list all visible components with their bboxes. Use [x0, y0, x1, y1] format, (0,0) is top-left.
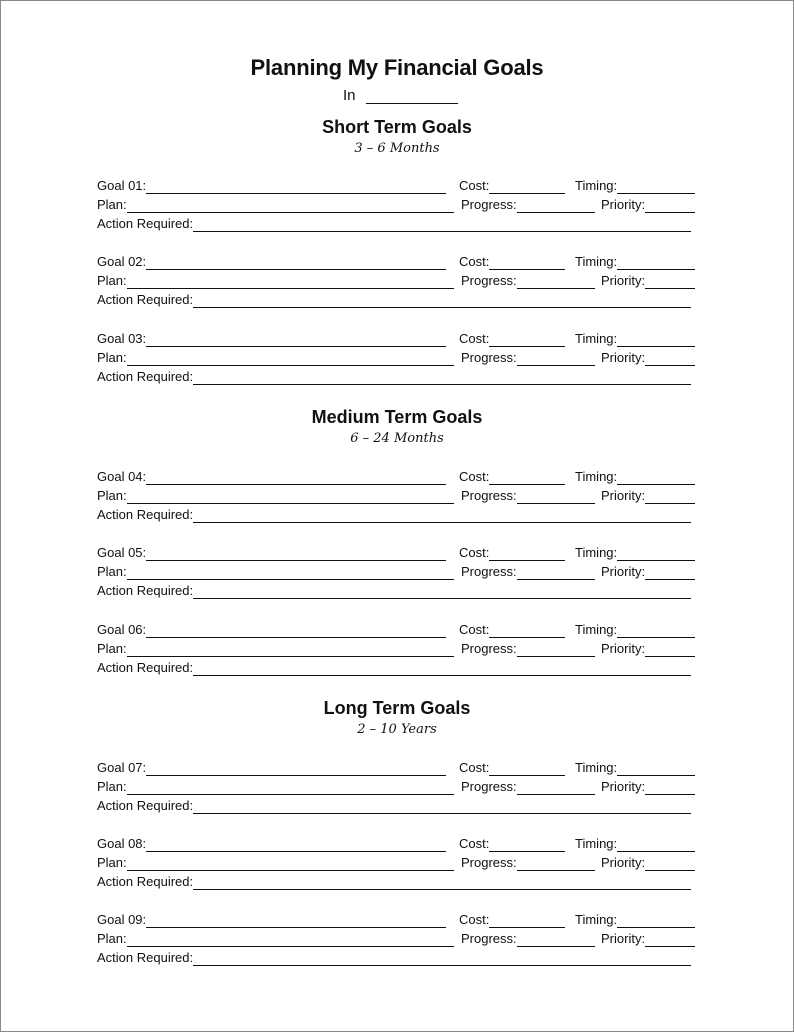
goal-name-line[interactable] [146, 761, 446, 776]
plan-label: Plan: [97, 564, 127, 579]
progress-label: Progress: [461, 564, 517, 579]
goal-label: Goal 09: [97, 912, 147, 927]
progress-line[interactable] [517, 642, 595, 657]
progress-label: Progress: [461, 931, 517, 946]
priority-label: Priority: [601, 350, 646, 365]
priority-label: Priority: [601, 931, 646, 946]
timing-line[interactable] [617, 913, 695, 928]
plan-label: Plan: [97, 273, 127, 288]
action-required-line[interactable] [193, 217, 691, 232]
goal-label: Goal 04: [97, 469, 147, 484]
in-label: In [343, 87, 356, 104]
progress-label: Progress: [461, 488, 517, 503]
action-required-label: Action Required: [97, 216, 194, 231]
progress-label: Progress: [461, 779, 517, 794]
timing-label: Timing: [575, 760, 618, 775]
action-required-label: Action Required: [97, 660, 194, 675]
plan-label: Plan: [97, 855, 127, 870]
timing-label: Timing: [575, 836, 618, 851]
goal-block [97, 175, 705, 232]
progress-label: Progress: [461, 350, 517, 365]
progress-line[interactable] [517, 198, 595, 213]
cost-label: Cost: [459, 331, 490, 346]
plan-line[interactable] [127, 642, 454, 657]
section-subtitle: 2 – 10 Years [357, 722, 437, 737]
goal-label: Goal 01: [97, 178, 147, 193]
priority-line[interactable] [645, 780, 695, 795]
action-required-line[interactable] [193, 875, 691, 890]
plan-line[interactable] [127, 856, 454, 871]
priority-line[interactable] [645, 856, 695, 871]
cost-line[interactable] [489, 179, 565, 194]
plan-line[interactable] [127, 351, 454, 366]
cost-label: Cost: [459, 836, 490, 851]
goal-label: Goal 03: [97, 331, 147, 346]
cost-label: Cost: [459, 254, 490, 269]
progress-label: Progress: [461, 855, 517, 870]
cost-label: Cost: [459, 545, 490, 560]
cost-line[interactable] [489, 837, 565, 852]
progress-line[interactable] [517, 565, 595, 580]
plan-label: Plan: [97, 197, 127, 212]
cost-line[interactable] [489, 255, 565, 270]
priority-label: Priority: [601, 779, 646, 794]
cost-line[interactable] [489, 332, 565, 347]
priority-line[interactable] [645, 351, 695, 366]
goal-block [97, 251, 705, 308]
goal-name-line[interactable] [146, 255, 446, 270]
in-field [343, 87, 458, 104]
cost-line[interactable] [489, 623, 565, 638]
section-heading-long-term [1, 698, 793, 737]
timing-label: Timing: [575, 469, 618, 484]
cost-label: Cost: [459, 178, 490, 193]
progress-line[interactable] [517, 274, 595, 289]
plan-label: Plan: [97, 779, 127, 794]
goal-name-line[interactable] [146, 837, 446, 852]
page-title: Planning My Financial Goals [250, 55, 544, 80]
timing-line[interactable] [617, 332, 695, 347]
timing-label: Timing: [575, 331, 618, 346]
timing-label: Timing: [575, 254, 618, 269]
cost-label: Cost: [459, 469, 490, 484]
timing-line[interactable] [617, 761, 695, 776]
action-required-label: Action Required: [97, 583, 194, 598]
action-required-line[interactable] [193, 951, 691, 966]
plan-line[interactable] [127, 489, 454, 504]
progress-line[interactable] [517, 932, 595, 947]
timing-line[interactable] [617, 255, 695, 270]
action-required-line[interactable] [193, 508, 691, 523]
action-required-line[interactable] [193, 293, 691, 308]
progress-line[interactable] [517, 351, 595, 366]
action-required-line[interactable] [193, 370, 691, 385]
section-title: Long Term Goals [323, 698, 471, 718]
progress-label: Progress: [461, 273, 517, 288]
timing-line[interactable] [617, 546, 695, 561]
timing-line[interactable] [617, 623, 695, 638]
plan-label: Plan: [97, 641, 127, 656]
action-required-line[interactable] [193, 584, 691, 599]
priority-label: Priority: [601, 273, 646, 288]
plan-line[interactable] [127, 932, 454, 947]
progress-label: Progress: [461, 197, 517, 212]
goal-block [97, 466, 705, 523]
timing-line[interactable] [617, 837, 695, 852]
goal-name-line[interactable] [146, 332, 446, 347]
section-title: Medium Term Goals [311, 407, 483, 427]
goal-block [97, 909, 705, 966]
progress-line[interactable] [517, 856, 595, 871]
priority-line[interactable] [645, 489, 695, 504]
cost-label: Cost: [459, 912, 490, 927]
action-required-label: Action Required: [97, 874, 194, 889]
priority-line[interactable] [645, 642, 695, 657]
cost-line[interactable] [489, 761, 565, 776]
section-heading-short-term [1, 117, 793, 156]
action-required-line[interactable] [193, 799, 691, 814]
goal-name-line[interactable] [146, 179, 446, 194]
action-required-line[interactable] [193, 661, 691, 676]
goal-label: Goal 05: [97, 545, 147, 560]
priority-label: Priority: [601, 488, 646, 503]
priority-label: Priority: [601, 197, 646, 212]
progress-label: Progress: [461, 641, 517, 656]
section-subtitle: 3 – 6 Months [354, 141, 440, 156]
timing-label: Timing: [575, 912, 618, 927]
goal-name-line[interactable] [146, 546, 446, 561]
goal-name-line[interactable] [146, 470, 446, 485]
timing-label: Timing: [575, 178, 618, 193]
progress-line[interactable] [517, 489, 595, 504]
progress-line[interactable] [517, 780, 595, 795]
goal-block [97, 833, 705, 890]
section-subtitle: 6 – 24 Months [350, 431, 444, 446]
section-heading-medium-term [1, 407, 793, 446]
plan-line[interactable] [127, 274, 454, 289]
goal-block [97, 542, 705, 599]
goal-block [97, 619, 705, 676]
goal-label: Goal 08: [97, 836, 147, 851]
plan-line[interactable] [127, 565, 454, 580]
priority-line[interactable] [645, 274, 695, 289]
priority-line[interactable] [645, 932, 695, 947]
action-required-label: Action Required: [97, 292, 194, 307]
timing-label: Timing: [575, 545, 618, 560]
plan-label: Plan: [97, 350, 127, 365]
goal-label: Goal 07: [97, 760, 147, 775]
plan-line[interactable] [127, 198, 454, 213]
priority-line[interactable] [645, 565, 695, 580]
timing-line[interactable] [617, 470, 695, 485]
priority-line[interactable] [645, 198, 695, 213]
goal-label: Goal 02: [97, 254, 147, 269]
cost-line[interactable] [489, 470, 565, 485]
plan-line[interactable] [127, 780, 454, 795]
cost-label: Cost: [459, 622, 490, 637]
action-required-label: Action Required: [97, 507, 194, 522]
timing-label: Timing: [575, 622, 618, 637]
cost-line[interactable] [489, 546, 565, 561]
goal-name-line[interactable] [146, 913, 446, 928]
action-required-label: Action Required: [97, 798, 194, 813]
goal-block [97, 757, 705, 814]
goal-name-line[interactable] [146, 623, 446, 638]
section-title: Short Term Goals [322, 117, 472, 137]
priority-label: Priority: [601, 641, 646, 656]
priority-label: Priority: [601, 564, 646, 579]
priority-label: Priority: [601, 855, 646, 870]
goal-label: Goal 06: [97, 622, 147, 637]
plan-label: Plan: [97, 931, 127, 946]
action-required-label: Action Required: [97, 369, 194, 384]
goal-block [97, 328, 705, 385]
cost-label: Cost: [459, 760, 490, 775]
plan-label: Plan: [97, 488, 127, 503]
timing-line[interactable] [617, 179, 695, 194]
action-required-label: Action Required: [97, 950, 194, 965]
in-blank-line[interactable] [366, 89, 458, 104]
cost-line[interactable] [489, 913, 565, 928]
